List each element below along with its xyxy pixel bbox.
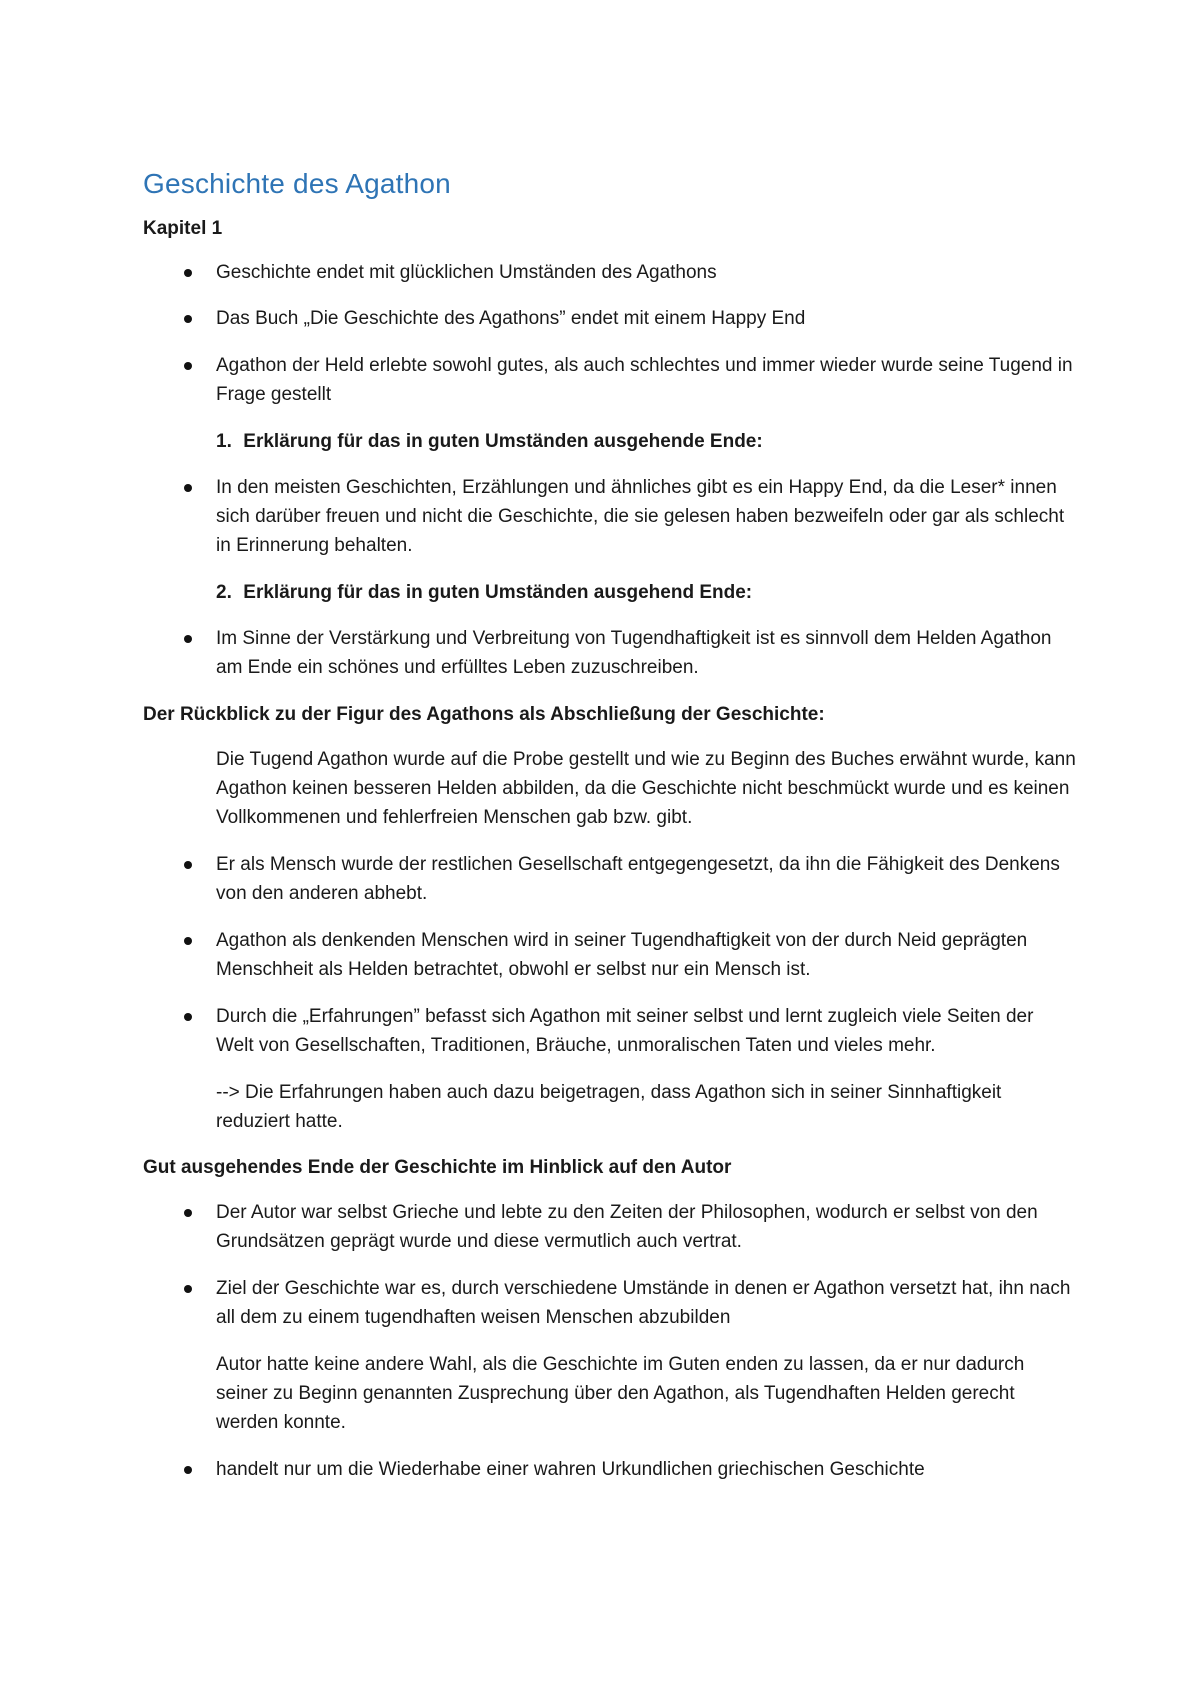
list-item: Er als Mensch wurde der restlichen Gesellschaft entgegengesetzt, da ihn die Fähigkeit des Denkens von den anderen abhebt. [216,854,1060,904]
section-heading-rueckblick: Der Rückblick zu der Figur des Agathons als Abschließung der Geschichte: [143,704,825,725]
bullet-icon [184,362,192,370]
bullet-icon [184,937,192,945]
bullet-icon [184,635,192,643]
list-item: Agathon als denkenden Menschen wird in seiner Tugendhaftigkeit von der durch Neid geprägten Menschheit als Helden betrachtet, obwohl er selbst nur ein Mensch ist. [216,930,1028,980]
list-item: In den meisten Geschichten, Erzählungen und ähnliches gibt es ein Happy End, da die Leser* innen sich darüber freuen und nicht die Geschichte, die sie gelesen haben bezweifeln oder gar als schlecht in Erinnerung behalten. [216,477,1065,556]
section-heading-autor: Gut ausgehendes Ende der Geschichte im Hinblick auf den Autor [143,1157,732,1178]
bullet-icon [184,1209,192,1217]
bullet-icon [184,1285,192,1293]
list-item: Der Autor war selbst Grieche und lebte zu den Zeiten der Philosophen, wodurch er selbst von den Grundsätzen geprägt wurde und diese vermutlich auch vertrat. [216,1202,1038,1252]
explanation-1-heading: 1. Erklärung für das in guten Umständen ausgehende Ende: [216,431,763,452]
document-title: Geschichte des Agathon [143,168,451,199]
bullet-icon [184,484,192,492]
bullet-icon [184,269,192,277]
chapter-heading: Kapitel 1 [143,218,223,239]
note-erfahrungen: --> Die Erfahrungen haben auch dazu beigetragen, dass Agathon sich in seiner Sinnhaftigkeit reduziert hatte. [216,1082,1002,1132]
explanation-2-heading: 2. Erklärung für das in guten Umständen ausgehend Ende: [216,582,753,603]
list-item: Im Sinne der Verstärkung und Verbreitung von Tugendhaftigkeit ist es sinnvoll dem Helden Agathon am Ende ein schönes und erfülltes Leben zuzuschreiben. [216,628,1052,678]
paragraph-rueckblick: Die Tugend Agathon wurde auf die Probe gestellt und wie zu Beginn des Buches erwähnt wurde, kann Agathon keinen besseren Helden abbilden, da die Geschichte nicht beschmückt wurde und es keinen Vollkommenen und fehlerfreien Menschen gab bzw. gibt. [216,749,1076,828]
list-item: Durch die „Erfahrungen” befasst sich Agathon mit seiner selbst und lernt zugleich viele Seiten der Welt von Gesellschaften, Traditionen, Bräuche, unmoralischen Taten und vieles mehr. [216,1006,1034,1056]
list-item: handelt nur um die Wiederhabe einer wahren Urkundlichen griechischen Geschichte [216,1459,925,1480]
paragraph-autor: Autor hatte keine andere Wahl, als die Geschichte im Guten enden zu lassen, da er nur dadurch seiner zu Beginn genannten Zusprechung über den Agathon, als Tugendhaften Helden gerecht werden konnte. [216,1354,1025,1433]
list-item: Ziel der Geschichte war es, durch verschiedene Umstände in denen er Agathon versetzt hat, ihn nach all dem zu einem tugendhaften weisen Menschen abzubilden [216,1278,1071,1328]
list-item: Agathon der Held erlebte sowohl gutes, als auch schlechtes und immer wieder wurde seine Tugend in Frage gestellt [216,355,1073,405]
bullet-icon [184,861,192,869]
list-item: Geschichte endet mit glücklichen Umständen des Agathons [216,262,717,283]
bullet-icon [184,1466,192,1474]
bullet-icon [184,1013,192,1021]
list-item: Das Buch „Die Geschichte des Agathons” endet mit einem Happy End [216,308,806,329]
bullet-icon [184,315,192,323]
